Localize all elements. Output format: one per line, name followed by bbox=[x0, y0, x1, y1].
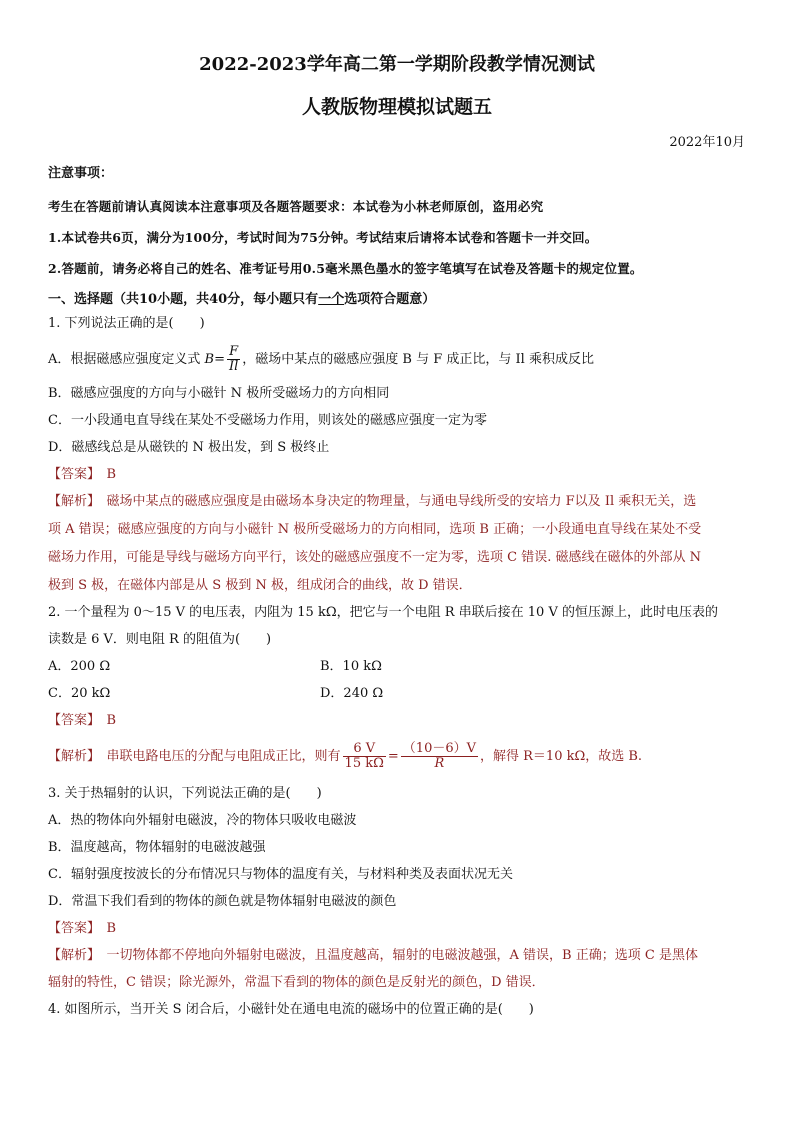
q1-option-d: D．磁感线总是从磁铁的 N 极出发，到 S 极终止 bbox=[48, 440, 330, 455]
q3-option-a: A．热的物体向外辐射电磁波，冷的物体只吸收电磁波 bbox=[48, 813, 357, 828]
notice-item-2: 2.答题前，请务必将自己的姓名、准考证号用0.5毫米黑色墨水的签字笔填写在试卷及答题卡的规定位置。 bbox=[48, 261, 643, 276]
q1-fraction-denominator: Il bbox=[229, 359, 239, 374]
q1-option-b: B．磁感应强度的方向与小磁针 N 极所受磁场力的方向相同 bbox=[48, 386, 390, 401]
q2-fraction-2-numerator: （10－6）V bbox=[402, 741, 476, 756]
q2-options-row-1 bbox=[48, 657, 747, 677]
notice-item-1: 1.本试卷共6页，满分为100分，考试时间为75分钟。考试结束后请将本试卷和答题卡一并交回。 bbox=[48, 230, 598, 245]
notice-heading: 注意事项： bbox=[48, 166, 114, 181]
q1-formula-fraction bbox=[227, 345, 240, 374]
q2-option-a: A．200 Ω bbox=[48, 659, 111, 674]
q1-analysis-line-3: 磁场力作用，可能是导线与磁场方向平行，该处的磁感应强度不一定为零，选项 C 错误. 磁感线在磁体的外部从 N bbox=[48, 550, 701, 565]
q2-analysis-suffix: ，解得 R＝10 kΩ，故选 B. bbox=[480, 749, 643, 764]
q3-analysis-text-1: 一切物体都不停地向外辐射电磁波，且温度越高，辐射的电磁波越强，A 错误，B 正确；选项 C 是黑体 bbox=[106, 948, 698, 963]
q1-analysis-line-2: 项 A 错误；磁感应强度的方向与小磁针 N 极所受磁场力的方向相同，选项 B 正确；一小段通电直导线在某处不受 bbox=[48, 522, 702, 537]
q1-answer-tag: 【答案】 bbox=[48, 467, 94, 482]
q1-option-a-prefix: A．根据磁感应强度定义式 bbox=[48, 352, 205, 367]
q2-option-b: B．10 kΩ bbox=[320, 659, 382, 674]
q1-analysis-tag: 【解析】 bbox=[48, 494, 94, 509]
q3-answer-tag: 【答案】 bbox=[48, 921, 94, 936]
notice-intro: 考生在答题前请认真阅读本注意事项及各题答题要求：本试卷为小林老师原创，盗用必究 bbox=[48, 199, 544, 214]
q2-stem-line-2: 读数是 6 V．则电阻 R 的阻值为( ) bbox=[48, 632, 272, 647]
q2-fraction-1-denominator: 15 kΩ bbox=[344, 756, 384, 771]
q1-formula-eq: = bbox=[214, 352, 225, 367]
exam-title: 2022-2023学年高二第一学期阶段教学情况测试 bbox=[199, 54, 595, 75]
q1-option-a-suffix: ，磁场中某点的磁感应强度 B 与 F 成正比，与 Il 乘积成反比 bbox=[242, 352, 594, 367]
q2-stem-line-1: 2. 一个量程为 0～15 V 的电压表，内阻为 15 kΩ，把它与一个电阻 R 串联后接在 10 V 的恒压源上，此时电压表的 bbox=[48, 605, 718, 620]
q1-fraction-numerator: F bbox=[227, 345, 240, 360]
q2-fraction-2 bbox=[401, 742, 478, 771]
section-heading-underlined: 一个 bbox=[318, 292, 345, 307]
q3-option-d: D．常温下我们看到的物体的颜色就是物体辐射电磁波的颜色 bbox=[48, 894, 397, 909]
section-heading bbox=[48, 290, 747, 310]
q4-stem: 4. 如图所示，当开关 S 闭合后，小磁针处在通电电流的磁场中的位置正确的是( ) bbox=[48, 1002, 534, 1017]
exam-subtitle: 人教版物理模拟试题五 bbox=[301, 96, 492, 118]
q2-answer-tag: 【答案】 bbox=[48, 713, 94, 728]
q1-option-c: C．一小段通电直导线在某处不受磁场力作用，则该处的磁感应强度一定为零 bbox=[48, 413, 487, 428]
q3-answer-value: B bbox=[106, 921, 117, 936]
section-heading-part-a: 一、选择题（共10小题，共40分，每小题只有 bbox=[48, 292, 319, 307]
q2-answer bbox=[48, 711, 747, 731]
q1-analysis-line-4: 极到 S 极，在磁体内部是从 S 极到 N 极，组成闭合的曲线，故 D 错误． bbox=[48, 578, 472, 593]
q1-analysis-text-1: 磁场中某点的磁感应强度是由磁场本身决定的物理量，与通电导线所受的安培力 F以及 Il 乘积无关，选 bbox=[106, 494, 697, 509]
q2-analysis-tag: 【解析】 bbox=[48, 749, 94, 764]
section-heading-part-b: 选项符合题意） bbox=[344, 292, 436, 307]
q1-option-a bbox=[48, 344, 747, 376]
q2-analysis-prefix: 串联电路电压的分配与电阻成正比，则有 bbox=[106, 749, 341, 764]
q2-option-d: D．240 Ω bbox=[320, 686, 384, 701]
q1-answer bbox=[48, 465, 747, 485]
q3-stem: 3. 关于热辐射的认识，下列说法正确的是( ) bbox=[48, 786, 322, 801]
q1-analysis-line-1 bbox=[48, 492, 747, 512]
q2-fraction-1-numerator: 6 V bbox=[343, 742, 386, 757]
q2-fraction-2-denominator: R bbox=[434, 756, 445, 771]
q1-answer-value: B bbox=[106, 467, 117, 482]
q3-answer bbox=[48, 919, 747, 939]
q1-formula-var: B bbox=[204, 352, 215, 367]
q3-option-c: C．辐射强度按波长的分布情况只与物体的温度有关，与材料种类及表面状况无关 bbox=[48, 867, 513, 882]
q2-fraction-1 bbox=[343, 742, 386, 771]
q2-answer-value: B bbox=[106, 713, 117, 728]
q3-analysis-tag: 【解析】 bbox=[48, 948, 94, 963]
q2-analysis bbox=[48, 740, 747, 774]
q3-analysis-line-2: 辐射的特性，C 错误；除光源外，常温下看到的物体的颜色是反射光的颜色，D 错误． bbox=[48, 975, 545, 990]
q2-options-row-2 bbox=[48, 684, 747, 704]
q2-option-c: C．20 kΩ bbox=[48, 686, 111, 701]
q3-analysis-line-1 bbox=[48, 946, 747, 966]
q3-option-b: B．温度越高，物体辐射的电磁波越强 bbox=[48, 840, 266, 855]
q1-stem: 1. 下列说法正确的是( ) bbox=[48, 316, 205, 331]
q2-equals: = bbox=[387, 749, 399, 764]
exam-date: 2022年10月 bbox=[669, 135, 745, 150]
